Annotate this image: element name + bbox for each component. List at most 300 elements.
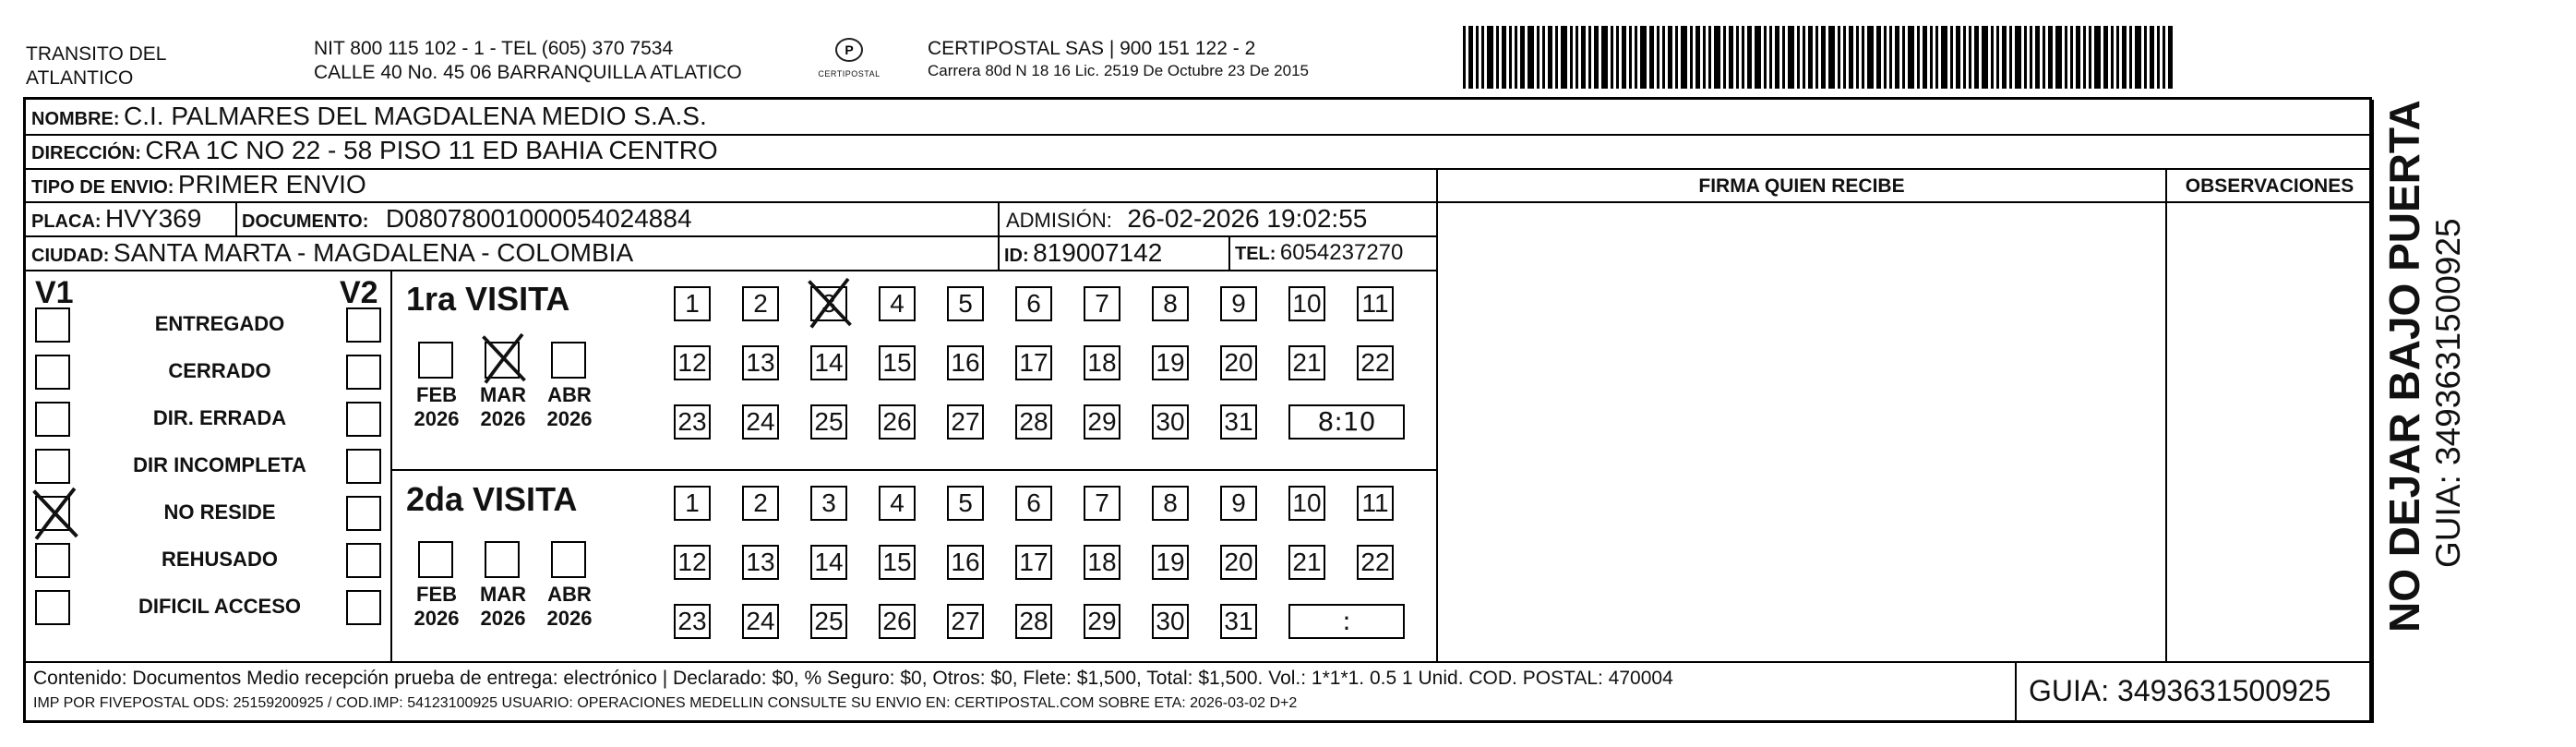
barcode-bar — [1803, 26, 1805, 89]
barcode-bar — [1537, 26, 1540, 89]
barcode-bar — [1884, 26, 1887, 89]
day-number: 22 — [1360, 548, 1390, 576]
svg-text:P: P — [845, 42, 854, 57]
placa-value: HVY369 — [105, 204, 202, 233]
barcode-bar — [2024, 26, 2027, 89]
barcode-bar — [2055, 26, 2062, 89]
day-box[interactable] — [1084, 286, 1120, 321]
barcode-bar — [1736, 26, 1739, 89]
day-box[interactable] — [879, 545, 916, 580]
month-year: 2026 — [546, 607, 593, 630]
v1-checkbox[interactable] — [35, 590, 70, 625]
barcode-bar — [1821, 26, 1826, 89]
barcode-bar — [1747, 26, 1752, 89]
barcode-bar — [2144, 26, 2147, 89]
day-box[interactable] — [674, 286, 711, 321]
ciudad-value: SANTA MARTA - MAGDALENA - COLOMBIA — [113, 238, 634, 267]
barcode-bar — [1991, 26, 1994, 89]
barcode-bar — [2070, 26, 2073, 89]
footer-imp: IMP POR FIVEPOSTAL ODS: 25159200925 / COD.IMP: 54123100925 USUARIO: OPERACIONES MEDELLIN CONSULTE SU ENVIO EN: CERTIPOSTAL.COM SOBRE ETA: 2026-03-02 D+2 — [33, 695, 1298, 711]
x-mark-icon — [31, 488, 79, 536]
day-number: 24 — [746, 607, 775, 635]
time-box[interactable] — [1288, 404, 1405, 440]
day-number: 6 — [1026, 289, 1041, 318]
barcode-bar — [1675, 26, 1678, 89]
barcode — [1463, 26, 2192, 89]
month-checkbox[interactable] — [551, 342, 586, 379]
org-line-2: ATLANTICO — [26, 67, 134, 89]
day-number: 23 — [677, 407, 707, 436]
day-box[interactable] — [1220, 404, 1257, 440]
day-box[interactable] — [742, 545, 779, 580]
day-number: 2 — [753, 289, 768, 318]
day-box[interactable] — [879, 345, 916, 380]
barcode-bar — [2030, 26, 2032, 89]
day-box[interactable] — [1084, 545, 1120, 580]
barcode-bar — [1956, 26, 1960, 89]
barcode-bar — [2122, 26, 2127, 89]
month-checkbox[interactable] — [418, 541, 453, 578]
day-box[interactable] — [1015, 286, 1052, 321]
day-number: 9 — [1231, 488, 1246, 517]
day-box[interactable] — [674, 404, 711, 440]
barcode-bar — [1581, 26, 1586, 89]
barcode-bar — [1849, 26, 1853, 89]
barcode-bar — [1640, 26, 1647, 89]
day-box[interactable] — [1015, 345, 1052, 380]
v2-checkbox[interactable] — [346, 402, 381, 437]
day-box[interactable] — [1015, 486, 1052, 521]
day-number: 11 — [1361, 488, 1389, 517]
day-box[interactable] — [742, 604, 779, 639]
barcode-bar — [1930, 26, 1933, 89]
day-box[interactable] — [810, 286, 847, 321]
day-number: 28 — [1019, 407, 1048, 436]
barcode-bar — [1941, 26, 1947, 89]
barcode-bar — [2002, 26, 2007, 89]
v2-checkbox[interactable] — [346, 449, 381, 484]
status-option-label: DIR INCOMPLETA — [133, 453, 306, 476]
barcode-bar — [2043, 26, 2045, 89]
day-box[interactable] — [1015, 604, 1052, 639]
barcode-bar — [1729, 26, 1733, 89]
barcode-bar — [1548, 26, 1552, 89]
day-box[interactable] — [1220, 486, 1257, 521]
barcode-bar — [2111, 26, 2114, 89]
barcode-bar — [1601, 26, 1608, 89]
day-number: 14 — [814, 348, 844, 377]
month-label — [475, 583, 531, 631]
barcode-bar — [1588, 26, 1591, 89]
barcode-bar — [2065, 26, 2067, 89]
day-box[interactable] — [1152, 345, 1189, 380]
barcode-bar — [2076, 26, 2080, 89]
v1-checkbox[interactable] — [35, 496, 70, 531]
status-option-label: CERRADO — [168, 359, 271, 382]
day-number: 1 — [685, 289, 700, 318]
barcode-bar — [2135, 26, 2141, 89]
day-number: 16 — [951, 348, 980, 377]
month-checkbox[interactable] — [485, 541, 520, 578]
day-box[interactable] — [810, 345, 847, 380]
day-box[interactable] — [1288, 545, 1325, 580]
barcode-bar — [1935, 26, 1938, 89]
month-checkbox[interactable] — [418, 342, 453, 379]
barcode-bar — [1668, 26, 1672, 89]
org-contact — [314, 37, 742, 85]
day-box[interactable] — [1152, 286, 1189, 321]
day-box[interactable] — [947, 286, 984, 321]
ciudad-cell — [31, 238, 633, 268]
barcode-bar — [1742, 26, 1744, 89]
day-number: 21 — [1292, 548, 1322, 576]
day-number: 4 — [890, 488, 905, 517]
day-number: 19 — [1156, 548, 1185, 576]
day-box[interactable] — [947, 604, 984, 639]
barcode-bar — [1570, 26, 1573, 89]
day-box[interactable] — [1220, 545, 1257, 580]
barcode-bar — [1755, 26, 1761, 89]
barcode-bar — [1714, 26, 1720, 89]
firma-header: FIRMA QUIEN RECIBE — [1698, 175, 1905, 197]
barcode-bar — [2150, 26, 2154, 89]
status-option-label: ENTREGADO — [154, 312, 285, 335]
day-box[interactable] — [742, 404, 779, 440]
v2-checkbox[interactable] — [346, 307, 381, 343]
barcode-bar — [2048, 26, 2053, 89]
day-box[interactable] — [1152, 545, 1189, 580]
day-number: 31 — [1224, 607, 1253, 635]
barcode-bar — [1782, 26, 1785, 89]
day-number: 10 — [1292, 488, 1322, 517]
barcode-bar — [1923, 26, 1927, 89]
day-number: 27 — [951, 607, 980, 635]
x-mark-icon — [481, 334, 527, 380]
barcode-bar — [1481, 26, 1484, 89]
day-number: 10 — [1292, 289, 1322, 318]
barcode-bar — [1509, 26, 1512, 89]
status-option-label: DIFICIL ACCESO — [138, 595, 301, 618]
barcode-bar — [1902, 26, 1905, 89]
day-box[interactable] — [1357, 486, 1394, 521]
id-cell — [1004, 238, 1162, 268]
day-box[interactable] — [1288, 486, 1325, 521]
day-number: 29 — [1087, 407, 1117, 436]
admision-cell — [1006, 204, 1367, 234]
day-number: 4 — [890, 289, 905, 318]
day-box[interactable] — [1288, 345, 1325, 380]
v1-checkbox[interactable] — [35, 402, 70, 437]
barcode-bar — [1797, 26, 1800, 89]
barcode-bar — [2103, 26, 2108, 89]
logo-icon — [833, 37, 865, 65]
footer-contenido: Contenido: Documentos Medio recepción prueba de entrega: electrónico | Declarado: $0, % Seguro: $0, Otros: $0, Flete: $1,500, Total: $1,500. Vol.: 1*1*1. 0.5 1 Unid. COD. POSTAL: 470004 — [33, 668, 1673, 689]
day-box[interactable] — [1084, 404, 1120, 440]
day-box[interactable] — [947, 404, 984, 440]
logo-text: CERTIPOSTAL — [818, 69, 881, 78]
v1-checkbox[interactable] — [35, 449, 70, 484]
barcode-bar — [1788, 26, 1794, 89]
org-name — [26, 42, 166, 90]
barcode-bar — [1555, 26, 1558, 89]
barcode-bar — [1969, 26, 1971, 89]
day-box[interactable] — [879, 486, 916, 521]
month-year: 2026 — [413, 607, 460, 630]
day-number: 2 — [753, 488, 768, 517]
day-number: 11 — [1361, 289, 1389, 318]
v2-checkbox[interactable] — [346, 355, 381, 390]
day-number: 19 — [1156, 348, 1185, 377]
barcode-bar — [1681, 26, 1687, 89]
day-box[interactable] — [1152, 486, 1189, 521]
day-box[interactable] — [1357, 545, 1394, 580]
day-number: 28 — [1019, 607, 1048, 635]
observaciones-header: OBSERVACIONES — [2185, 175, 2354, 197]
barcode-bar — [1769, 26, 1772, 89]
barcode-bar — [1695, 26, 1700, 89]
month-year: 2026 — [480, 607, 526, 630]
barcode-bar — [1657, 26, 1659, 89]
day-box[interactable] — [947, 545, 984, 580]
day-number: 7 — [1095, 488, 1109, 517]
day-number: 3 — [821, 289, 836, 318]
day-number: 5 — [958, 289, 973, 318]
v2-checkbox[interactable] — [346, 496, 381, 531]
barcode-bar — [1635, 26, 1637, 89]
barcode-bar — [1515, 26, 1517, 89]
v1-label: V1 — [35, 275, 74, 310]
company-line: CERTIPOSTAL SAS | 900 151 122 - 2 — [928, 38, 1256, 59]
barcode-bar — [1843, 26, 1846, 89]
day-number: 27 — [951, 407, 980, 436]
day-box[interactable] — [879, 604, 916, 639]
side-warning: NO DEJAR BAJO PUERTA — [2380, 100, 2428, 633]
barcode-bar — [1594, 26, 1599, 89]
day-number: 16 — [951, 548, 980, 576]
nombre-row — [31, 102, 707, 131]
documento-label: DOCUMENTO: — [242, 211, 369, 232]
day-box[interactable] — [810, 545, 847, 580]
day-box[interactable] — [1084, 486, 1120, 521]
day-box[interactable] — [1015, 404, 1052, 440]
barcode-bar — [1764, 26, 1767, 89]
day-number: 5 — [958, 488, 973, 517]
barcode-bar — [1889, 26, 1892, 89]
day-box[interactable] — [879, 286, 916, 321]
month-checkbox[interactable] — [551, 541, 586, 578]
status-option-label: DIR. ERRADA — [152, 406, 287, 429]
tipo-envio-value: PRIMER ENVIO — [177, 170, 366, 199]
barcode-bar — [1542, 26, 1545, 89]
barcode-bar — [1468, 26, 1473, 89]
documento-value: D08078001000054024884 — [385, 204, 692, 233]
barcode-bar — [1838, 26, 1840, 89]
time-box[interactable] — [1288, 604, 1405, 639]
day-box[interactable] — [1220, 286, 1257, 321]
day-number: 17 — [1019, 348, 1048, 377]
barcode-bar — [1950, 26, 1953, 89]
day-box[interactable] — [947, 345, 984, 380]
barcode-bar — [1828, 26, 1835, 89]
day-box[interactable] — [674, 486, 711, 521]
barcode-bar — [2035, 26, 2040, 89]
day-box[interactable] — [1288, 286, 1325, 321]
barcode-bar — [1690, 26, 1693, 89]
day-box[interactable] — [674, 545, 711, 580]
status-option-label: REHUSADO — [162, 548, 278, 571]
day-number: 20 — [1224, 548, 1253, 576]
barcode-bar — [1622, 26, 1626, 89]
barcode-bar — [1808, 26, 1813, 89]
barcode-bar — [1520, 26, 1525, 89]
barcode-bar — [1662, 26, 1665, 89]
certipostal-logo — [812, 37, 886, 78]
month-name: ABR — [547, 383, 592, 406]
barcode-bar — [1487, 26, 1493, 89]
v2-checkbox[interactable] — [346, 590, 381, 625]
barcode-bar — [2163, 26, 2165, 89]
day-number: 7 — [1095, 289, 1109, 318]
day-box[interactable] — [1220, 345, 1257, 380]
barcode-bar — [1963, 26, 1966, 89]
v1-checkbox[interactable] — [35, 543, 70, 578]
visit2-title: 2da VISITA — [406, 480, 578, 518]
v2-checkbox[interactable] — [346, 543, 381, 578]
day-box[interactable] — [1084, 345, 1120, 380]
barcode-bar — [2168, 26, 2173, 89]
day-box[interactable] — [810, 486, 847, 521]
day-number: 22 — [1360, 348, 1390, 377]
barcode-bar — [1649, 26, 1654, 89]
month-year: 2026 — [413, 407, 460, 430]
company-address: Carrera 80d N 18 16 Lic. 2519 De Octubre 23 De 2015 — [928, 62, 1309, 79]
v2-label: V2 — [340, 275, 378, 310]
barcode-bar — [1876, 26, 1881, 89]
day-box[interactable] — [879, 404, 916, 440]
day-box[interactable] — [742, 345, 779, 380]
visit1-title: 1ra VISITA — [406, 280, 570, 318]
day-number: 29 — [1087, 607, 1117, 635]
delivery-form — [23, 97, 2372, 723]
day-number: 21 — [1292, 348, 1322, 377]
month-year: 2026 — [480, 407, 526, 430]
admision-label: ADMISIÓN: — [1006, 209, 1112, 232]
day-number: 23 — [677, 607, 707, 635]
day-box[interactable] — [1357, 286, 1394, 321]
month-checkbox[interactable] — [485, 342, 520, 379]
day-number: 18 — [1087, 348, 1117, 377]
day-number: 3 — [821, 488, 836, 517]
day-box[interactable] — [1220, 604, 1257, 639]
barcode-bar — [2116, 26, 2119, 89]
day-number: 12 — [677, 548, 707, 576]
day-number: 30 — [1156, 407, 1185, 436]
day-number: 8 — [1163, 289, 1178, 318]
day-box[interactable] — [1152, 404, 1189, 440]
side-guia: GUIA: 3493631500925 — [2429, 218, 2467, 568]
month-label — [542, 583, 597, 631]
barcode-bar — [1815, 26, 1818, 89]
day-number: 13 — [746, 548, 775, 576]
day-number: 12 — [677, 348, 707, 377]
time-value: 8:10 — [1317, 406, 1376, 437]
tel-cell — [1235, 240, 1403, 266]
barcode-bar — [2009, 26, 2012, 89]
day-box[interactable] — [674, 345, 711, 380]
barcode-bar — [1463, 26, 1466, 89]
day-box[interactable] — [1084, 604, 1120, 639]
placa-label: PLACA: — [31, 211, 102, 232]
v1-checkbox[interactable] — [35, 355, 70, 390]
day-number: 25 — [814, 607, 844, 635]
day-box[interactable] — [742, 286, 779, 321]
barcode-bar — [1862, 26, 1864, 89]
direccion-label: DIRECCIÓN: — [31, 143, 141, 163]
day-box[interactable] — [1357, 345, 1394, 380]
time-value: : — [1342, 606, 1351, 636]
day-box[interactable] — [742, 486, 779, 521]
month-label — [475, 383, 531, 431]
month-name: FEB — [416, 383, 457, 406]
barcode-bar — [1908, 26, 1914, 89]
day-number: 30 — [1156, 607, 1185, 635]
barcode-bar — [1775, 26, 1779, 89]
day-box[interactable] — [674, 604, 711, 639]
barcode-bar — [1996, 26, 1999, 89]
barcode-bar — [1708, 26, 1711, 89]
barcode-bar — [1723, 26, 1726, 89]
barcode-bar — [1576, 26, 1578, 89]
day-number: 1 — [685, 488, 700, 517]
tel-label: TEL: — [1235, 244, 1276, 264]
month-label — [409, 583, 464, 631]
barcode-bar — [1561, 26, 1567, 89]
barcode-bar — [1476, 26, 1479, 89]
day-number: 26 — [882, 407, 912, 436]
day-box[interactable] — [947, 486, 984, 521]
day-box[interactable] — [1152, 604, 1189, 639]
day-number: 6 — [1026, 488, 1041, 517]
month-name: ABR — [547, 583, 592, 606]
day-number: 13 — [746, 348, 775, 377]
barcode-bar — [1917, 26, 1920, 89]
v1-checkbox[interactable] — [35, 307, 70, 343]
barcode-bar — [1616, 26, 1619, 89]
org-line-1: TRANSITO DEL — [26, 43, 167, 65]
day-box[interactable] — [810, 604, 847, 639]
footer-guia: GUIA: 3493631500925 — [2029, 674, 2331, 707]
tel-value: 6054237270 — [1279, 240, 1404, 265]
barcode-bar — [2129, 26, 2132, 89]
barcode-bar — [1895, 26, 1899, 89]
tipo-envio-label: TIPO DE ENVIO: — [31, 177, 174, 198]
month-year: 2026 — [546, 407, 593, 430]
x-mark-icon — [807, 279, 853, 325]
barcode-bar — [2083, 26, 2086, 89]
barcode-bar — [1856, 26, 1859, 89]
month-name: MAR — [479, 383, 527, 406]
day-box[interactable] — [1015, 545, 1052, 580]
day-box[interactable] — [810, 404, 847, 440]
admision-value: 26-02-2026 19:02:55 — [1127, 204, 1368, 233]
nombre-value: C.I. PALMARES DEL MAGDALENA MEDIO S.A.S. — [124, 102, 707, 130]
barcode-bar — [2157, 26, 2160, 89]
barcode-bar — [1867, 26, 1874, 89]
day-number: 15 — [882, 348, 912, 377]
day-number: 20 — [1224, 348, 1253, 377]
day-number: 15 — [882, 548, 912, 576]
barcode-bar — [1496, 26, 1499, 89]
